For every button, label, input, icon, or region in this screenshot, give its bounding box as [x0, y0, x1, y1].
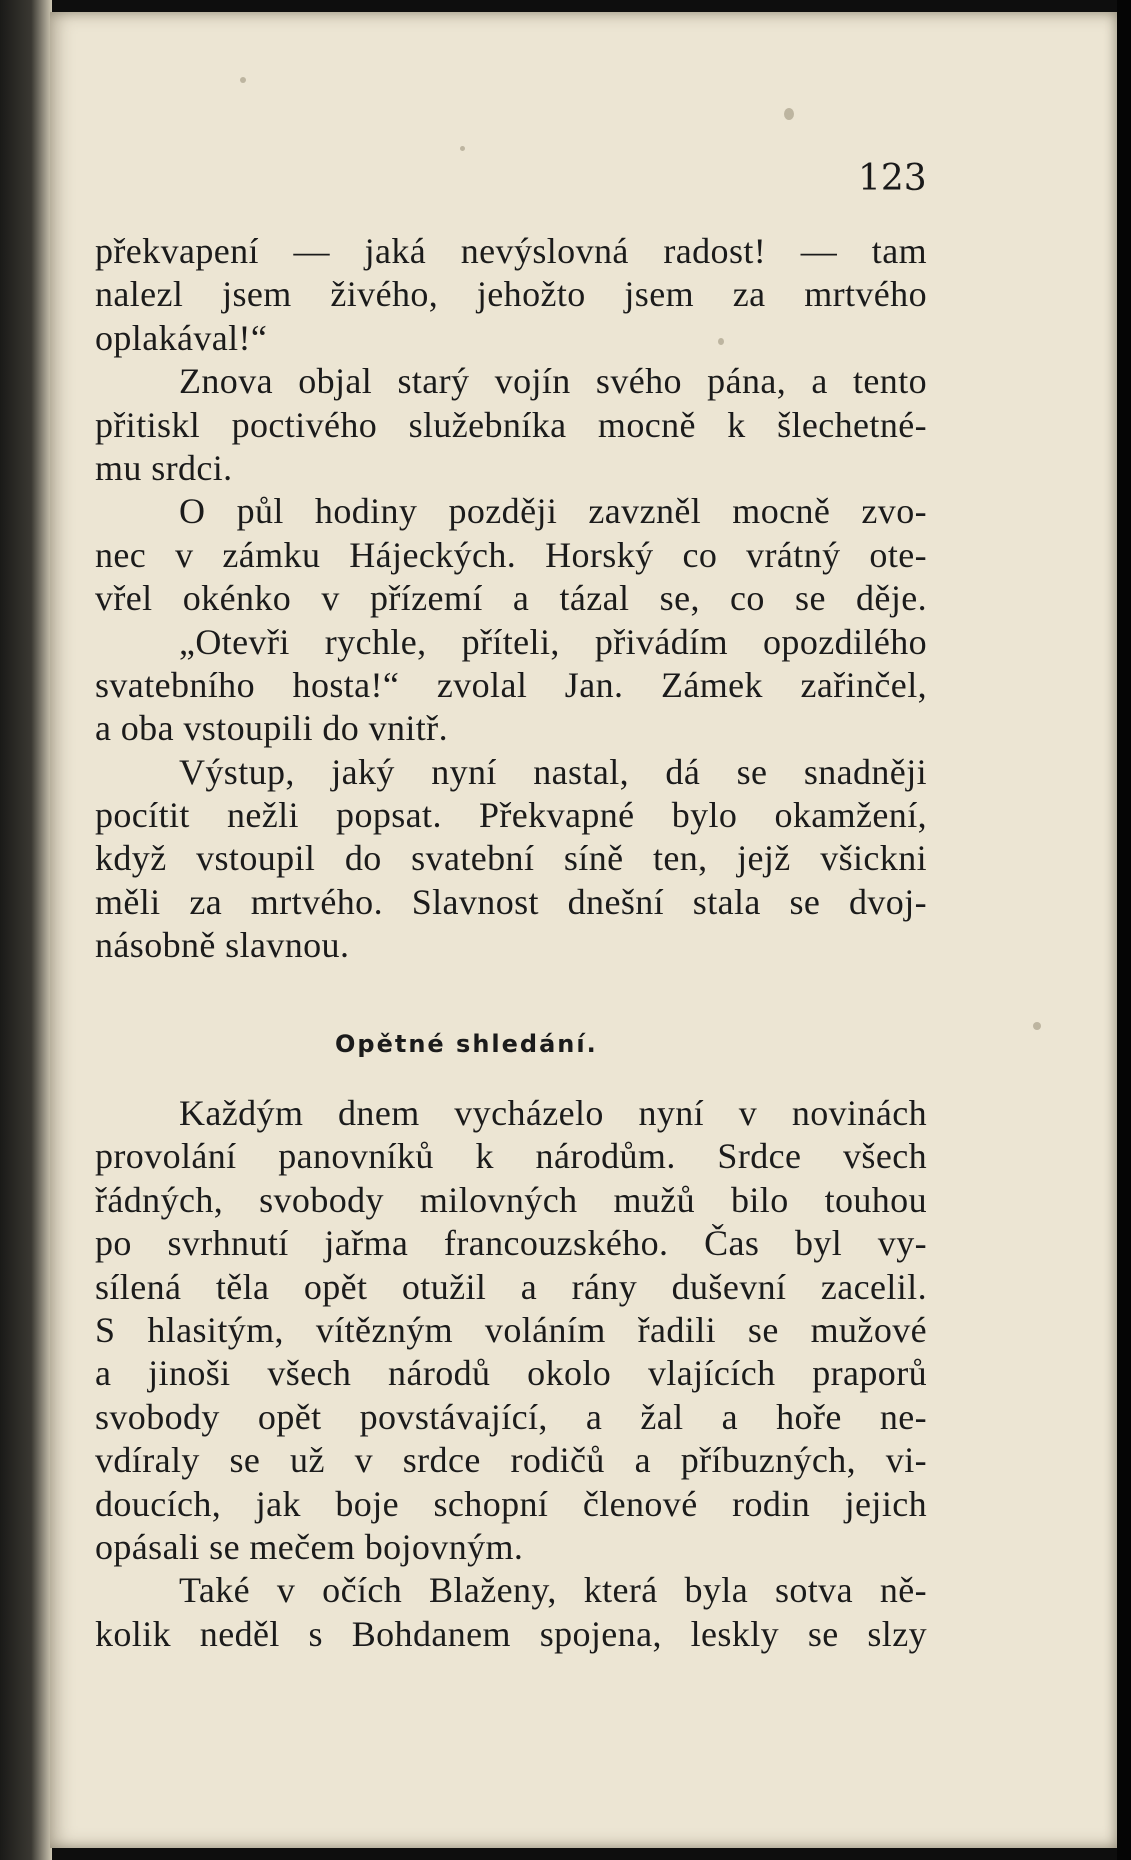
- text-line: doucích, jak boje schopní členové rodin jejich: [95, 1483, 927, 1524]
- text-line: nalezl jsem živého, jehožto jsem za mrtvého: [95, 274, 927, 315]
- paragraph-block-2: [95, 1092, 927, 1656]
- text-line: a jinoši všech národů okolo vlajících praporů: [95, 1353, 927, 1394]
- book-spine: [0, 0, 52, 1860]
- text-line: když vstoupil do svatební síně ten, jejž všickni: [95, 838, 927, 879]
- text-line: provolání panovníků k národům. Srdce všech: [95, 1136, 927, 1177]
- text-line: Každým dnem vycházelo nyní v novinách: [179, 1093, 927, 1133]
- text-line: svatebního hosta!“ zvolal Jan. Zámek zařinčel,: [95, 664, 927, 705]
- scan-edge: [1117, 0, 1131, 1860]
- text-line: a oba vstoupili do vnitř.: [95, 708, 448, 749]
- text-line: po svrhnutí jařma francouzského. Čas byl vy-: [95, 1223, 927, 1264]
- text-line: vdíraly se už v srdce rodičů a příbuzných, vi-: [95, 1440, 927, 1481]
- text-line: vřel okénko v přízemí a tázal se, co se děje.: [95, 578, 927, 619]
- text-line: přitiskl poctivého služebníka mocně k šlechetné-: [95, 404, 927, 445]
- text-line: násobně slavnou.: [95, 925, 350, 966]
- text-line: Znova objal starý vojín svého pána, a tento: [179, 361, 927, 402]
- paragraph-block-1: [95, 230, 927, 968]
- text-line: nec v zámku Hájeckých. Horský co vrátný ote-: [95, 534, 927, 575]
- text-line: Také v očích Blaženy, která byla sotva ně-: [179, 1570, 927, 1611]
- text-line: Výstup, jaký nyní nastal, dá se snadněji: [179, 751, 927, 792]
- paper-speck: [784, 108, 794, 120]
- text-line: svobody opět povstávající, a žal a hoře ne-: [95, 1396, 927, 1437]
- text-line: S hlasitým, vítězným voláním řadili se mužové: [95, 1309, 927, 1350]
- text-line: opásali se mečem bojovným.: [95, 1526, 524, 1567]
- text-line: mu srdci.: [95, 447, 233, 488]
- section-heading: Opětné shledání.: [335, 1030, 598, 1058]
- text-line: překvapení — jaká nevýslovná radost! — tam: [95, 231, 927, 271]
- text-line: měli za mrtvého. Slavnost dnešní stala se dvoj-: [95, 881, 927, 922]
- paper-speck: [460, 146, 465, 151]
- text-line: „Otevři rychle, příteli, přivádím opozdilého: [179, 621, 927, 662]
- paper-speck: [240, 77, 246, 83]
- text-line: pocítit nežli popsat. Překvapné bylo okamžení,: [95, 795, 927, 836]
- text-line: kolik neděl s Bohdanem spojena, leskly se slzy: [95, 1613, 927, 1654]
- text-line: O půl hodiny později zavzněl mocně zvo-: [179, 491, 927, 532]
- page-number: 123: [858, 158, 927, 199]
- text-line: sílená těla opět otužil a rány duševní zacelil.: [95, 1266, 927, 1307]
- text-line: oplakával!“: [95, 317, 268, 358]
- text-line: řádných, svobody milovných mužů bilo touhou: [95, 1179, 927, 1220]
- paper-speck: [1033, 1022, 1041, 1030]
